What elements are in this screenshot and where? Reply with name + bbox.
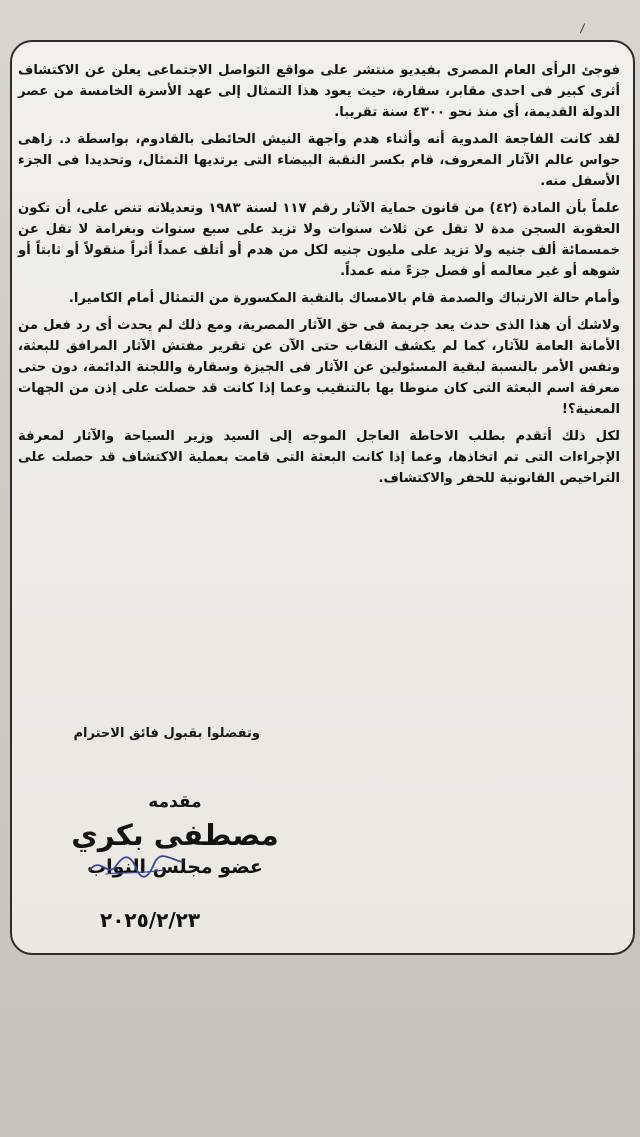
paragraph: ولاشك أن هذا الذى حدث يعد جريمة فى حق الآثار المصرية، ومع ذلك لم يحدث أى رد فعل من الأمانة العامة للآثار، كما لم يكشف النقاب حتى الآن عن تقرير مفتش الآثار المرافق للبعثة، ونفس الأمر بالنسبة لبقية المسئولين عن الآثار فى الجيزة وسقارة واللجنة الدائمة، دون حتى معرفة اسم البعثة التى كان منوطا بها بالتنقيب وعما إذا كانت قد حصلت على إذن من الجهات المعنية؟! bbox=[18, 318, 620, 417]
paragraph: وأمام حالة الارتباك والصدمة قام بالامساك بالنقبة المكسورة من التمثال أمام الكاميرا. bbox=[68, 291, 620, 306]
document-date: ٢٠٢٥/٢/٢٣ bbox=[100, 908, 201, 932]
paragraph: فوجئ الرأى العام المصرى بفيديو منتشر على مواقع التواصل الاجتماعى يعلن عن الاكتشاف أثرى كبير فى احدى مقابر، سقارة، حيث يعود هذا التمثال إلى عهد الأسرة الخامسة من عصر الدولة القديمة، أى منذ نحو ٤٣٠٠ سنة تقريبا. bbox=[18, 63, 620, 120]
paragraph: علماً بأن المادة (٤٢) من قانون حماية الآثار رقم ١١٧ لسنة ١٩٨٣ وتعديلاته تنص على، أن تكون العقوبة السجن مدة لا تقل عن ثلاث سنوات ولا تزيد على سبع سنوات وبغرامة لا تقل عن خمسمائة ألف جنيه ولا تزيد على مليون جنيه لكل من هدم أو أتلف عمداً أثراً منقولاً أو ثابتاً أو شوهه أو غير معالمه أو فصل جزءً منه عمداً. bbox=[18, 201, 620, 279]
handwritten-signature bbox=[86, 848, 186, 884]
pen-mark-icon: ⸝ bbox=[571, 10, 591, 39]
letter-body bbox=[18, 60, 620, 495]
presenter-label: مقدمه bbox=[148, 792, 202, 812]
paragraph: لقد كانت الفاجعة المدوية أنه وأثناء هدم واجهة النيش الحائطى بالقادوم، بواسطة د. زاهى حواس عالم الآثار المعروف، قام بكسر النقبة البيضاء التى يرتديها التمثال، وتحديدا فى الجزء الأسفل منه. bbox=[18, 132, 620, 189]
signer-name: مصطفى بكري bbox=[71, 818, 279, 852]
paragraph: لكل ذلك أتقدم بطلب الاحاطة العاجل الموجه إلى السيد وزير السياحة والآثار لمعرفة الإجراءات التى تم اتخاذها، وعما إذا كانت البعثة التى قامت بعملية الاكتشاف قد حصلت على التراخيص القانونية للحفر والاكتشاف. bbox=[18, 429, 620, 486]
closing-line: وتفضلوا بقبول فائق الاحترام bbox=[73, 726, 260, 741]
signer-title: عضو مجلس النواب bbox=[87, 856, 263, 878]
